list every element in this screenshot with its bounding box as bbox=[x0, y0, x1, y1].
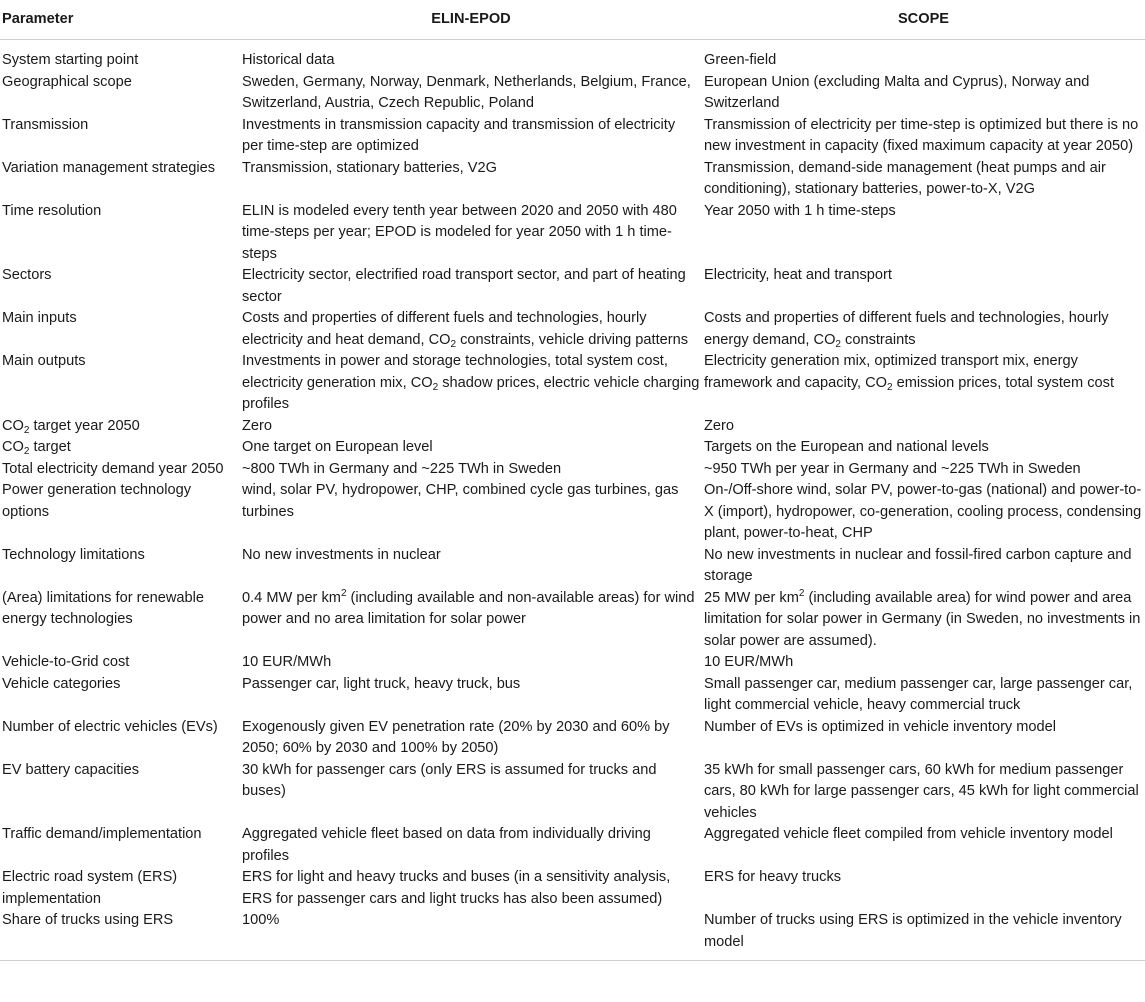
table-row bbox=[0, 760, 1145, 825]
table-row bbox=[0, 265, 1145, 308]
elin-epod-cell: ELIN is modeled every tenth year between 2020 and 2050 with 480 time-steps per year; EPOD is modeled for year 2050 with 1 h time-steps bbox=[242, 202, 677, 262]
scope-cell: Year 2050 with 1 h time-steps bbox=[704, 202, 896, 219]
table-row bbox=[0, 115, 1145, 158]
table-row bbox=[0, 351, 1145, 416]
parameter-cell: Time resolution bbox=[2, 202, 102, 219]
elin-epod-cell: No new investments in nuclear bbox=[242, 546, 441, 563]
elin-epod-cell: Aggregated vehicle fleet based on data from individually driving profiles bbox=[242, 826, 651, 864]
parameter-cell: Power generation technology options bbox=[2, 482, 192, 520]
table-row bbox=[0, 308, 1145, 351]
elin-epod-cell: ERS for light and heavy trucks and buses (in a sensitivity analysis, ERS for passenger cars and light trucks has also been assumed) bbox=[242, 869, 671, 907]
table-row bbox=[0, 717, 1145, 760]
table-row bbox=[0, 437, 1145, 459]
scope-cell: 10 EUR/MWh bbox=[704, 654, 794, 670]
scope-cell: Costs and properties of different fuels and technologies, hourly energy demand, $CO_2$ constraints bbox=[704, 310, 1109, 350]
column-header-elin-epod: ELIN-EPOD bbox=[240, 0, 702, 40]
scope-cell: 35 kWh for small passenger cars, 60 kWh for medium passenger cars, 80 kWh for large passenger cars, 45 kWh for light commercial vehicles bbox=[704, 761, 1139, 821]
scope-cell: Zero bbox=[704, 417, 735, 434]
parameter-cell: Share of trucks using ERS bbox=[0, 910, 240, 961]
elin-epod-cell: Investments in transmission capacity and transmission of electricity per time-step are optimized bbox=[242, 116, 676, 154]
table-row bbox=[0, 201, 1145, 266]
scope-cell: Electricity, heat and transport bbox=[704, 267, 892, 283]
elin-epod-cell: Zero bbox=[242, 417, 273, 434]
elin-epod-cell: Investments in power and storage technologies, total system cost, electricity generation mix, $CO_2$ shadow prices, electric vehicle charging profiles bbox=[242, 353, 700, 412]
parameter-cell: EV battery capacities bbox=[2, 761, 140, 778]
scope-cell: Transmission of electricity per time-step is optimized but there is no new investment in capacity (fixed maximum capacity at year 2050) bbox=[704, 116, 1139, 154]
parameter-cell: Traffic demand/implementation bbox=[2, 826, 202, 842]
elin-epod-cell: Transmission, stationary batteries, V2G bbox=[242, 159, 497, 176]
elin-epod-cell: Exogenously given EV penetration rate (20% by 2030 and 60% by 2050; 60% by 2030 and 100% by 2050) bbox=[242, 718, 670, 756]
scope-cell: European Union (excluding Malta and Cyprus), Norway and Switzerland bbox=[704, 73, 1090, 111]
column-header-parameter: Parameter bbox=[0, 0, 240, 40]
scope-cell: Aggregated vehicle fleet compiled from vehicle inventory model bbox=[704, 826, 1113, 842]
parameter-cell: Electric road system (ERS) implementation bbox=[2, 869, 178, 907]
parameter-cell: (Area) limitations for renewable energy technologies bbox=[2, 589, 204, 627]
table-row bbox=[0, 459, 1145, 481]
table-row bbox=[0, 158, 1145, 201]
parameter-cell: Variation management strategies bbox=[2, 159, 216, 176]
parameter-cell: Sectors bbox=[2, 267, 52, 283]
elin-epod-cell: Electricity sector, electrified road transport sector, and part of heating sector bbox=[242, 267, 686, 305]
table-row bbox=[0, 545, 1145, 588]
parameter-cell: Vehicle-to-Grid cost bbox=[2, 654, 130, 670]
parameter-cell: Main outputs bbox=[2, 353, 86, 369]
parameter-cell: Vehicle categories bbox=[2, 675, 121, 692]
parameter-cell: Main inputs bbox=[2, 310, 77, 326]
scope-cell: Targets on the European and national levels bbox=[704, 439, 989, 455]
scope-cell: Small passenger car, medium passenger car, large passenger car, light commercial vehicle, heavy commercial truck bbox=[704, 675, 1133, 713]
table-row bbox=[0, 588, 1145, 653]
parameter-cell: $CO_2$ target year 2050 bbox=[2, 417, 140, 436]
scope-cell: ERS for heavy trucks bbox=[704, 869, 842, 885]
parameter-cell: Total electricity demand year 2050 bbox=[2, 460, 224, 477]
elin-epod-cell: 10 EUR/MWh bbox=[242, 654, 332, 670]
table-row bbox=[0, 480, 1145, 545]
elin-epod-cell: wind, solar PV, hydropower, CHP, combined cycle gas turbines, gas turbines bbox=[242, 482, 679, 520]
scope-cell: Transmission, demand-side management (heat pumps and air conditioning), stationary batteries, power-to-X, V2G bbox=[704, 159, 1106, 197]
table-row bbox=[0, 652, 1145, 674]
scope-cell: 25 MW per $km^2$ (including available area) for wind power and area limitation for solar power in Germany (in Sweden, no investments in solar power are assumed). bbox=[704, 587, 1141, 649]
column-header-scope: SCOPE bbox=[702, 0, 1145, 40]
parameter-cell: Transmission bbox=[2, 116, 89, 133]
table-row bbox=[0, 72, 1145, 115]
table-row bbox=[0, 867, 1145, 910]
scope-cell: No new investments in nuclear and fossil-fired carbon capture and storage bbox=[704, 546, 1132, 584]
parameter-cell: Technology limitations bbox=[2, 546, 145, 563]
table-row bbox=[0, 674, 1145, 717]
elin-epod-cell: Historical data bbox=[242, 52, 335, 68]
scope-cell: Number of trucks using ERS is optimized in the vehicle inventory model bbox=[702, 910, 1145, 961]
parameter-cell: System starting point bbox=[2, 52, 139, 68]
parameter-cell: Number of electric vehicles (EVs) bbox=[2, 718, 218, 735]
elin-epod-cell: Sweden, Germany, Norway, Denmark, Netherlands, Belgium, France, Switzerland, Austria, Czech Republic, Poland bbox=[242, 73, 691, 111]
scope-cell: On-/Off-shore wind, solar PV, power-to-gas (national) and power-to-X (import), hydropower, co-generation, cooling process, condensing plant, power-to-heat, CHP bbox=[704, 482, 1142, 541]
scope-cell: Number of EVs is optimized in vehicle inventory model bbox=[704, 718, 1057, 735]
elin-epod-cell: 100% bbox=[240, 910, 702, 961]
header-row bbox=[0, 0, 1145, 40]
table-row bbox=[0, 416, 1145, 438]
table-row bbox=[0, 40, 1145, 72]
scope-cell: Green-field bbox=[704, 52, 777, 68]
scope-cell: ~950 TWh per year in Germany and ~225 TWh in Sweden bbox=[704, 460, 1081, 477]
elin-epod-cell: Costs and properties of different fuels and technologies, hourly electricity and heat demand, $CO_2$ constraints, vehicle driving patterns bbox=[242, 310, 689, 350]
elin-epod-cell: ~800 TWh in Germany and ~225 TWh in Sweden bbox=[242, 460, 562, 477]
parameter-cell: $CO_2$ target bbox=[2, 439, 71, 457]
elin-epod-cell: 0.4 MW per $km^2$ (including available and non-available areas) for wind power and no area limitation for solar power bbox=[242, 587, 695, 627]
parameter-cell: Geographical scope bbox=[2, 73, 132, 90]
table-row bbox=[0, 910, 1145, 961]
elin-epod-cell: One target on European level bbox=[242, 439, 433, 455]
elin-epod-cell: 30 kWh for passenger cars (only ERS is assumed for trucks and buses) bbox=[242, 761, 657, 799]
scope-cell: Electricity generation mix, optimized transport mix, energy framework and capacity, $CO_2$ emission prices, total system cost bbox=[704, 353, 1115, 393]
table-row bbox=[0, 824, 1145, 867]
elin-epod-cell: Passenger car, light truck, heavy truck, bus bbox=[242, 675, 521, 692]
